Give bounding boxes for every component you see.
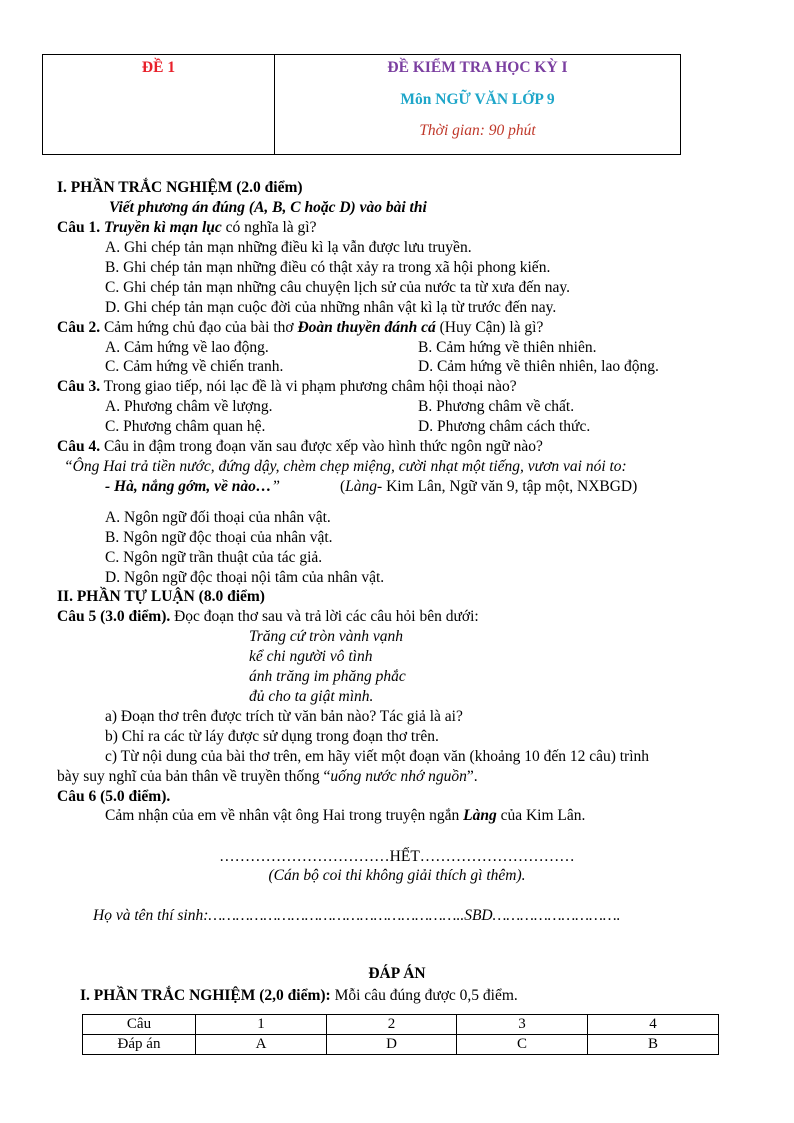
question-5-part-c-line2 bbox=[57, 767, 478, 786]
exam-time: Thời gian: 90 phút bbox=[419, 122, 536, 139]
question-4-source-pre: ( bbox=[340, 478, 346, 495]
proctor-note: (Cán bộ coi thi không giải thích gì thêm). bbox=[268, 867, 526, 884]
question-6-work: Làng bbox=[463, 807, 497, 824]
table-row bbox=[83, 1015, 719, 1035]
table-cell: D bbox=[327, 1035, 457, 1055]
question-4-quote-line2 bbox=[105, 477, 280, 496]
part1-instruction: Viết phương án đúng (A, B, C hoặc D) vào bài thi bbox=[109, 199, 427, 216]
question-2-option-b: B. Cảm hứng về thiên nhiên. bbox=[418, 339, 597, 356]
question-6-text-post: của Kim Lân. bbox=[496, 807, 586, 824]
question-5-part-b: b) Chỉ ra các từ láy được sử dụng trong đoạn thơ trên. bbox=[105, 728, 439, 745]
question-3-option-c: C. Phương châm quan hệ. bbox=[105, 418, 266, 435]
answer-key-title: ĐÁP ÁN bbox=[368, 965, 426, 982]
question-1-term: Truyền kì mạn lục bbox=[103, 219, 222, 236]
table-cell: 2 bbox=[327, 1015, 457, 1035]
question-2-option-c: C. Cảm hứng về chiến tranh. bbox=[105, 358, 284, 375]
question-5-part-c-proverb: uống nước nhớ nguồn bbox=[330, 768, 467, 785]
question-4 bbox=[57, 437, 543, 456]
question-4-option-c: C. Ngôn ngữ trần thuật của tác giả. bbox=[105, 549, 323, 566]
table-cell: C bbox=[457, 1035, 588, 1055]
poem-line-4: đủ cho ta giật mình. bbox=[249, 688, 374, 705]
question-5-part-c-line1: c) Từ nội dung của bài thơ trên, em hãy viết một đoạn văn (khoảng 10 đến 12 câu) trình bbox=[105, 748, 650, 765]
poem-line-3: ánh trăng im phăng phắc bbox=[249, 668, 406, 685]
question-1 bbox=[57, 218, 317, 237]
question-4-quote-line1: “Ông Hai trả tiền nước, đứng dậy, chèm chẹp miệng, cười nhạt một tiếng, vươn vai nói to: bbox=[64, 458, 627, 475]
table-cell: 3 bbox=[457, 1015, 588, 1035]
question-2-option-a: A. Cảm hứng về lao động. bbox=[105, 339, 269, 356]
question-5-part-c-pre: bày suy nghĩ của bản thân về truyền thống “ bbox=[57, 768, 331, 785]
question-3 bbox=[57, 377, 517, 396]
poem-line-2: kể chi người vô tình bbox=[249, 648, 373, 665]
table-row bbox=[83, 1035, 719, 1055]
table-header-cell: Câu bbox=[83, 1015, 196, 1035]
part1-heading: I. PHẦN TRẮC NGHIỆM (2.0 điểm) bbox=[57, 179, 303, 196]
question-2-text-post: (Huy Cận) là gì? bbox=[435, 319, 544, 336]
question-4-quote-close: ” bbox=[271, 478, 280, 495]
question-2-label: Câu 2. bbox=[57, 319, 101, 336]
question-3-option-b: B. Phương châm về chất. bbox=[418, 398, 575, 415]
question-5-part-a: a) Đoạn thơ trên được trích từ văn bản nào? Tác giả là ai? bbox=[105, 708, 463, 725]
exam-number: ĐỀ 1 bbox=[141, 59, 176, 76]
question-5-part-c-post: ”. bbox=[466, 768, 478, 785]
question-3-option-a: A. Phương châm về lượng. bbox=[105, 398, 273, 415]
question-4-source-post: - Kim Lân, Ngữ văn 9, tập một, NXBGD) bbox=[377, 478, 638, 495]
question-4-source-work: Làng bbox=[345, 478, 378, 495]
question-5-label: Câu 5 (3.0 điểm). bbox=[57, 608, 171, 625]
table-header-cell: Đáp án bbox=[83, 1035, 196, 1055]
question-1-text: có nghĩa là gì? bbox=[221, 219, 317, 236]
question-1-option-b: B. Ghi chép tản mạn những điều có thật xảy ra trong xã hội phong kiến. bbox=[105, 259, 551, 276]
question-3-text: Trong giao tiếp, nói lạc đề là vi phạm phương châm hội thoại nào? bbox=[100, 378, 517, 395]
question-4-label: Câu 4. bbox=[57, 438, 101, 455]
question-4-option-a: A. Ngôn ngữ đối thoại của nhân vật. bbox=[105, 509, 331, 526]
candidate-line: Họ và tên thí sinh:………………………………………………..SBD………………………. bbox=[93, 907, 621, 924]
question-1-label: Câu 1. bbox=[57, 219, 101, 236]
answer-table bbox=[82, 1014, 719, 1055]
question-2-option-d: D. Cảm hứng về thiên nhiên, lao động. bbox=[418, 358, 659, 375]
table-cell: 4 bbox=[588, 1015, 719, 1035]
question-2-text-pre: Cảm hứng chủ đạo của bài thơ bbox=[100, 319, 298, 336]
table-cell: 1 bbox=[196, 1015, 327, 1035]
question-3-option-d: D. Phương châm cách thức. bbox=[418, 418, 591, 435]
end-marker: ……………………………HẾT………………………… bbox=[219, 848, 575, 865]
question-3-label: Câu 3. bbox=[57, 378, 101, 395]
question-1-option-d: D. Ghi chép tản mạn cuộc đời của những nhân vật kì lạ từ trước đến nay. bbox=[105, 299, 557, 316]
question-5-text: Đọc đoạn thơ sau và trả lời các câu hỏi bên dưới: bbox=[170, 608, 479, 625]
poem-line-1: Trăng cứ tròn vành vạnh bbox=[249, 628, 403, 645]
question-4-quote-bold: - Hà, nắng gớm, về nào… bbox=[105, 478, 272, 495]
table-cell: A bbox=[196, 1035, 327, 1055]
question-6-text bbox=[105, 806, 585, 825]
exam-subject: Môn NGỮ VĂN LỚP 9 bbox=[400, 91, 555, 108]
table-cell: B bbox=[588, 1035, 719, 1055]
question-4-source bbox=[340, 477, 637, 496]
question-4-option-d: D. Ngôn ngữ độc thoại nội tâm của nhân vật. bbox=[105, 569, 385, 586]
part2-heading: II. PHẦN TỰ LUẬN (8.0 điểm) bbox=[57, 588, 265, 605]
question-4-option-b: B. Ngôn ngữ độc thoại của nhân vật. bbox=[105, 529, 333, 546]
question-2 bbox=[57, 318, 543, 337]
answer-key-part1 bbox=[80, 986, 518, 1005]
question-1-option-a: A. Ghi chép tản mạn những điều kì lạ vẫn được lưu truyền. bbox=[105, 239, 472, 256]
exam-header-box bbox=[42, 54, 681, 155]
answer-key-part1-note: Mỗi câu đúng được 0,5 điểm. bbox=[330, 987, 518, 1004]
question-2-poem: Đoàn thuyền đánh cá bbox=[297, 319, 436, 336]
question-6-label: Câu 6 (5.0 điểm). bbox=[57, 788, 171, 805]
question-1-option-c: C. Ghi chép tản mạn những câu chuyện lịch sử của nước ta từ xưa đến nay. bbox=[105, 279, 570, 296]
question-4-text: Câu in đậm trong đoạn văn sau được xếp vào hình thức ngôn ngữ nào? bbox=[100, 438, 543, 455]
question-6-text-pre: Cảm nhận của em về nhân vật ông Hai trong truyện ngắn bbox=[105, 807, 464, 824]
question-5 bbox=[57, 607, 479, 626]
exam-title: ĐỀ KIỂM TRA HỌC KỲ I bbox=[387, 59, 568, 76]
answer-key-part1-heading: I. PHẦN TRẮC NGHIỆM (2,0 điểm): bbox=[80, 987, 331, 1004]
